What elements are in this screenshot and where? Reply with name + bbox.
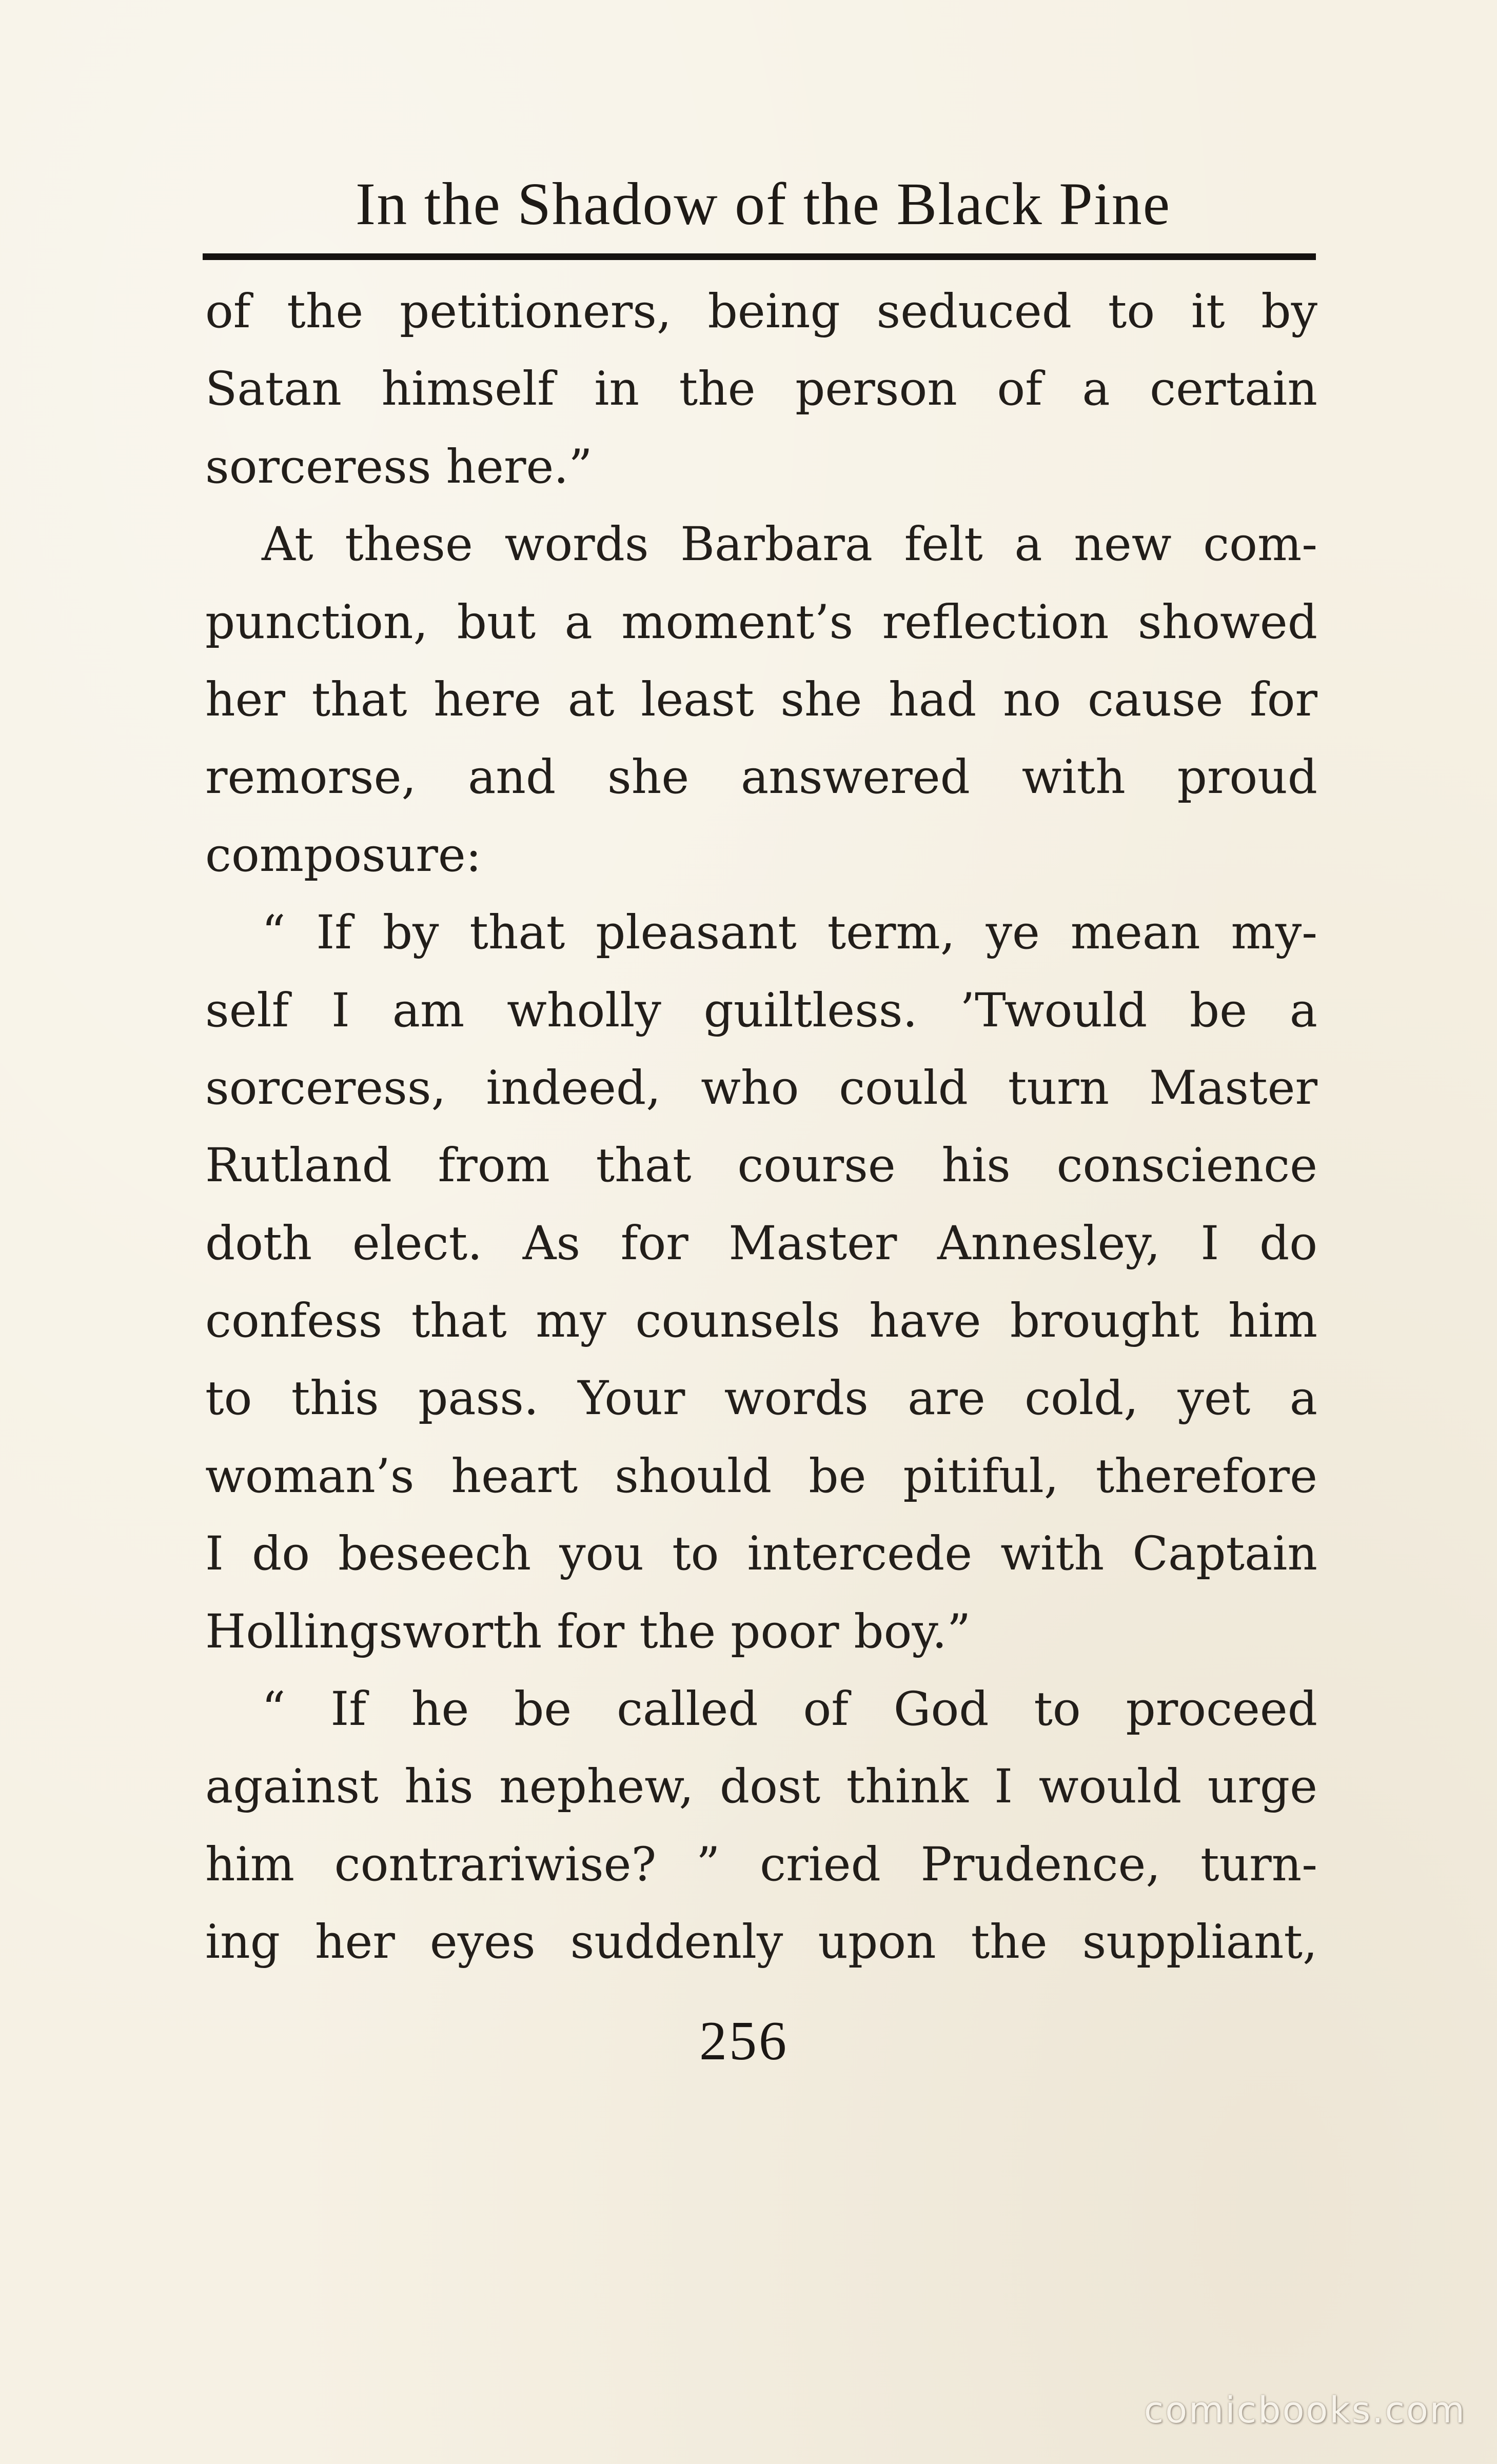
text-line: “ If he be called of God to proceed	[262, 1682, 1317, 1737]
text-line: sorceress here.”	[205, 440, 593, 494]
text-line: ing her eyes suddenly upon the suppliant,	[205, 1915, 1317, 1970]
text-line: Satan himself in the person of a certain	[205, 362, 1317, 416]
text-line: of the petitioners, being seduced to it by	[205, 285, 1317, 339]
text-line: self I am wholly guiltless. ’Twould be a	[205, 983, 1317, 1038]
text-line: composure:	[205, 828, 482, 882]
text-line: Hollingsworth for the poor boy.”	[205, 1604, 971, 1659]
text-line: against his nephew, dost think I would urge	[205, 1760, 1317, 1814]
text-line: him contrariwise? ” cried Prudence, turn-	[205, 1837, 1317, 1892]
text-line: punction, but a moment’s reflection showed	[205, 595, 1317, 649]
text-line: “ If by that pleasant term, ye mean my-	[262, 906, 1317, 960]
watermark: comicbooks.com	[1144, 2389, 1466, 2431]
text-line: I do beseech you to intercede with Captain	[205, 1527, 1317, 1581]
text-line: to this pass. Your words are cold, yet a	[205, 1372, 1317, 1426]
text-line: At these words Barbara felt a new com-	[262, 518, 1317, 572]
text-line: her that here at least she had no cause for	[205, 672, 1317, 727]
text-line: remorse, and she answered with proud	[205, 750, 1317, 805]
header-rule	[203, 253, 1316, 260]
text-line: sorceress, indeed, who could turn Master	[205, 1061, 1317, 1115]
body-text	[205, 273, 1317, 1981]
text-line: doth elect. As for Master Annesley, I do	[205, 1216, 1317, 1270]
text-line: woman’s heart should be pitiful, therefore	[205, 1449, 1317, 1503]
page-number: 256	[699, 2011, 789, 2072]
text-line: Rutland from that course his conscience	[205, 1139, 1317, 1193]
running-head: In the Shadow of the Black Pine	[355, 170, 1171, 237]
text-line: confess that my counsels have brought him	[205, 1294, 1317, 1348]
